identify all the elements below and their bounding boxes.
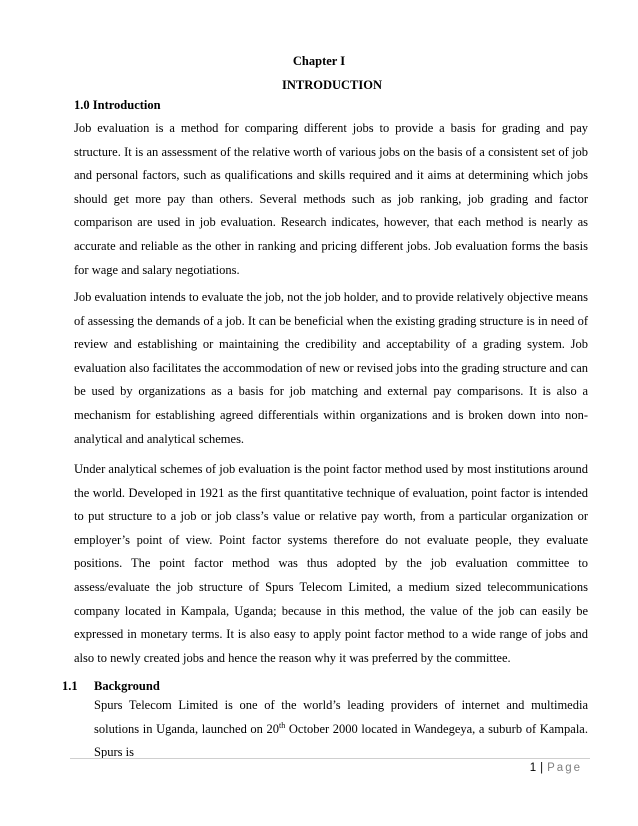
background-text-end: October 2000 located in Wandegeya, a suburb of Kampala. Spurs is (94, 721, 588, 760)
paragraph-text: Job evaluation intends to evaluate the job, not the job holder, and to provide relatively objective means of assessing the demands of a job. It can be beneficial when the existing grading structure is in need of review and establishing or maintaining the credibility and acceptability of a grading system. Job evaluation also facilitates the accommodation of new or revised jobs into the grading structure and can be used by organizations as a basis for job matching and external pay comparisons. It is also a mechanism for establishing agreed differentials within organizations and is broken down into non-analytical and analytical schemes. (74, 290, 588, 446)
paragraph-2 (74, 286, 588, 451)
paragraph-text: Under analytical schemes of job evaluation is the point factor method used by most institutions around the world. Developed in 1921 as the first quantitative technique of evaluation, point factor is intended to put structure to a job or job class’s value or relative pay worth, from a particular organization or employer’s point of view. Point factor systems therefore do not evaluate people, they evaluate positions. The point factor method was thus adopted by the job evaluation committee to assess/evaluate the job structure of Spurs Telecom Limited, a medium sized telecommunications company located in Kampala, Uganda; because in this method, the value of the job can easily be expressed in monetary terms. It is also easy to apply point factor method to a wide range of jobs and also to newly created jobs and hence the reason why it was preferred by the committee. (74, 462, 588, 665)
background-text-start: Spurs Telecom Limited is one of the world’s leading providers of internet and multimedia solutions in Uganda, launched on 20 (94, 698, 588, 736)
subsection-number: 1.1 (62, 679, 78, 693)
page-label: Page (547, 762, 582, 774)
footer-separator: | (540, 762, 544, 774)
chapter-subtitle: INTRODUCTION (281, 78, 382, 92)
paragraph-1 (74, 117, 588, 282)
paragraph-background (94, 694, 588, 765)
paragraph-text (94, 694, 588, 765)
page-footer (530, 762, 582, 774)
footer-divider (70, 758, 590, 759)
subsection-title: Background (94, 679, 160, 693)
paragraph-text: Job evaluation is a method for comparing different jobs to provide a basis for grading and pay structure. It is an assessment of the relative worth of various jobs on the basis of a consistent set of job and personal factors, such as qualifications and skills required and it aims at determining which jobs should get more pay than others. Several methods such as job ranking, job grading and factor comparison are used in job evaluation. Research indicates, however, that each method is nearly as accurate and reliable as the other in ranking and pricing different jobs. Job evaluation forms the basis for wage and salary negotiations. (74, 121, 588, 277)
paragraph-3 (74, 458, 588, 670)
ordinal-superscript: th (279, 720, 286, 730)
chapter-title: Chapter I (292, 54, 346, 68)
section-heading: 1.0 Introduction (74, 98, 161, 112)
page-number: 1 (529, 762, 537, 774)
